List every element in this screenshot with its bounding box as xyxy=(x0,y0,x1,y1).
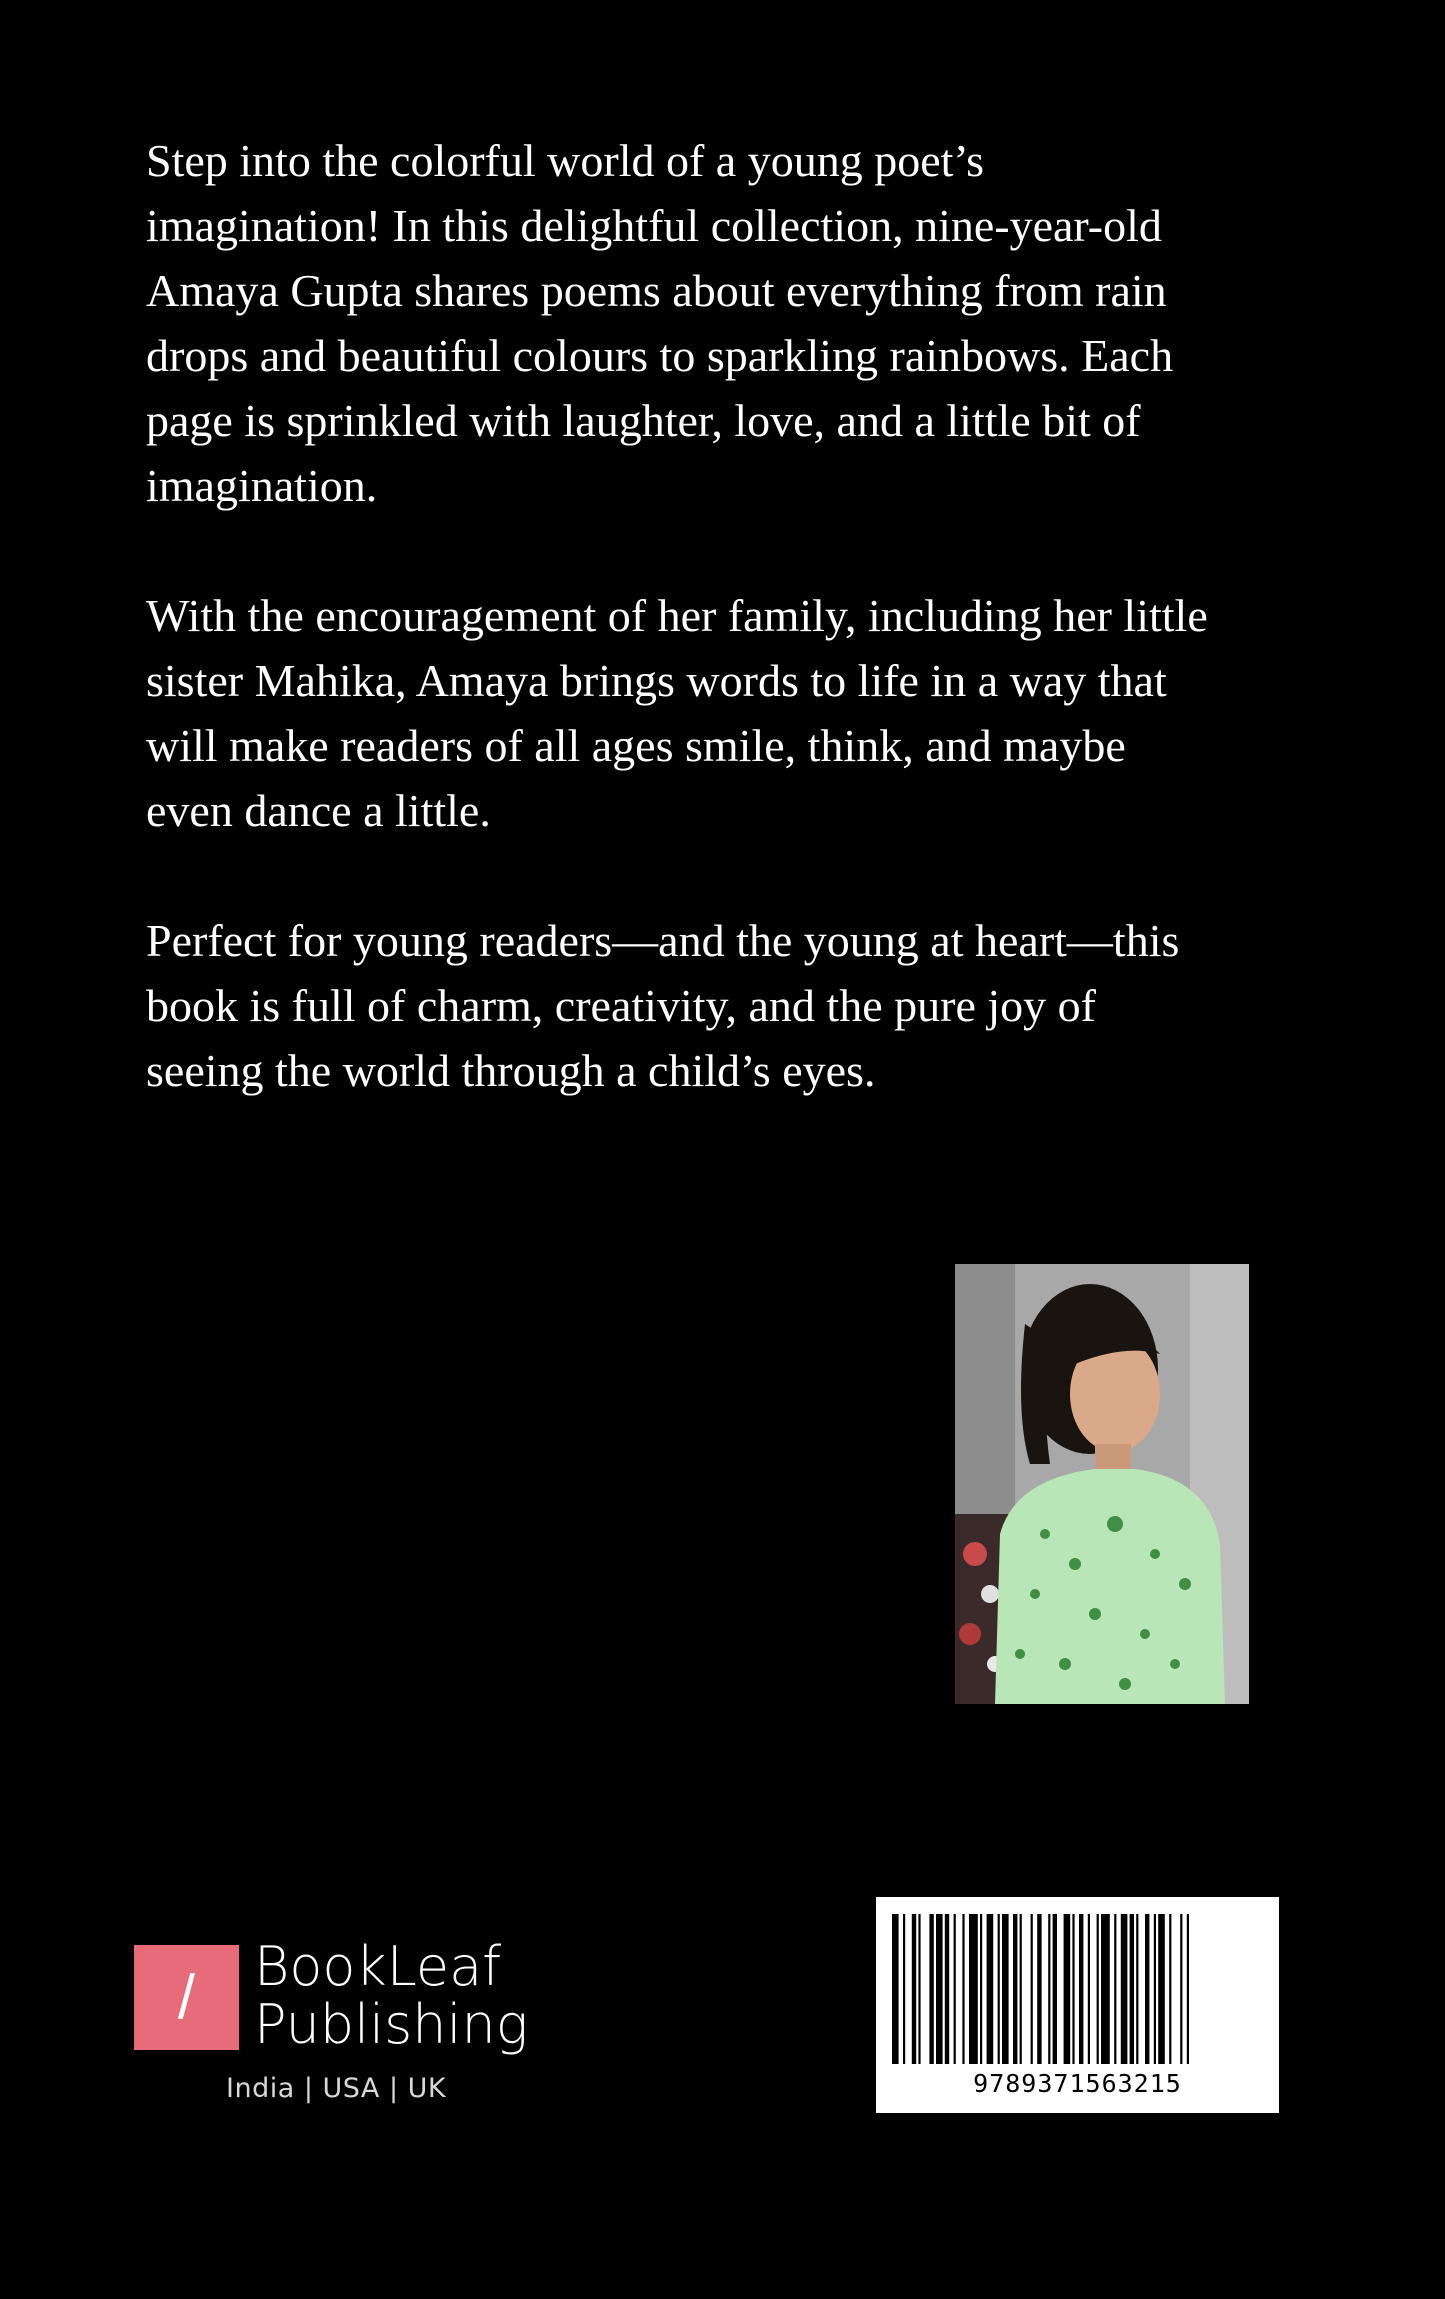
barcode-bar xyxy=(1031,1914,1033,2064)
barcode-bar xyxy=(912,1914,916,2064)
isbn-number: 9789371563215 xyxy=(973,2069,1182,2098)
blurb-paragraph-3: Perfect for young readers—and the young at heart—this book is full of charm, creativity, and the pure joy of seeing the world through a child’s eyes. xyxy=(146,915,1180,1096)
barcode-bar xyxy=(1130,1914,1134,2064)
barcode-bar xyxy=(903,1914,905,2064)
blurb-text xyxy=(146,128,1326,1168)
barcode-bar xyxy=(980,1914,982,2064)
barcode-bar xyxy=(1064,1914,1071,2064)
barcode-bar xyxy=(987,1914,994,2064)
barcode-bar xyxy=(1013,1914,1017,2064)
barcode-bar xyxy=(1079,1914,1083,2064)
publisher-name-line1: BookLeaf xyxy=(254,1935,502,1998)
barcode-bar xyxy=(1121,1914,1128,2064)
barcode-bar xyxy=(1145,1914,1149,2064)
barcode-bar xyxy=(1053,1914,1057,2064)
isbn-barcode xyxy=(876,1897,1279,2113)
barcode-bar xyxy=(1048,1914,1050,2064)
barcode-bars xyxy=(892,1914,1263,2064)
barcode-bar xyxy=(892,1914,899,2064)
barcode-bar xyxy=(1136,1914,1138,2064)
publisher-regions: India | USA | UK xyxy=(226,2073,447,2104)
barcode-bar xyxy=(1097,1914,1099,2064)
barcode-bar xyxy=(1158,1914,1165,2064)
blurb-paragraph-1: Step into the colorful world of a young poet’s imagination! In this delightful collection, nine-year-old Amaya Gupta shares poems about everything from rain drops and beautiful colours to sparkling rainbows. Each page is sprinkled with laughter, love, and a little bit of imagination. xyxy=(146,135,1174,511)
barcode-bar xyxy=(945,1914,949,2064)
barcode-bar xyxy=(1180,1914,1182,2064)
barcode-bar xyxy=(929,1914,933,2064)
barcode-bar xyxy=(936,1914,943,2064)
barcode-bar xyxy=(1169,1914,1171,2064)
barcode-bar xyxy=(1072,1914,1074,2064)
blurb-paragraph-2: With the encouragement of her family, including her little sister Mahika, Amaya brings words to life in a way that will make readers of all ages smile, think, and maybe even dance a little. xyxy=(146,590,1208,836)
barcode-bar xyxy=(1002,1914,1009,2064)
barcode-bar xyxy=(1088,1914,1090,2064)
barcode-bar xyxy=(1020,1914,1022,2064)
barcode-bar xyxy=(998,1914,1000,2064)
barcode-bar xyxy=(1154,1914,1156,2064)
barcode-bar xyxy=(954,1914,956,2064)
author-photo xyxy=(955,1264,1249,1704)
publisher-logo-icon xyxy=(134,1945,239,2050)
publisher-name xyxy=(254,1935,529,2056)
logo-slash: / xyxy=(177,1962,196,2032)
barcode-bar xyxy=(1187,1914,1189,2064)
barcode-bar xyxy=(918,1914,920,2064)
barcode-bar xyxy=(1101,1914,1110,2064)
barcode-bar xyxy=(969,1914,978,2064)
barcode-bar xyxy=(1037,1914,1041,2064)
publisher-name-line2: Publishing xyxy=(254,1993,529,2056)
barcode-bar xyxy=(1114,1914,1116,2064)
barcode-bar xyxy=(962,1914,964,2064)
